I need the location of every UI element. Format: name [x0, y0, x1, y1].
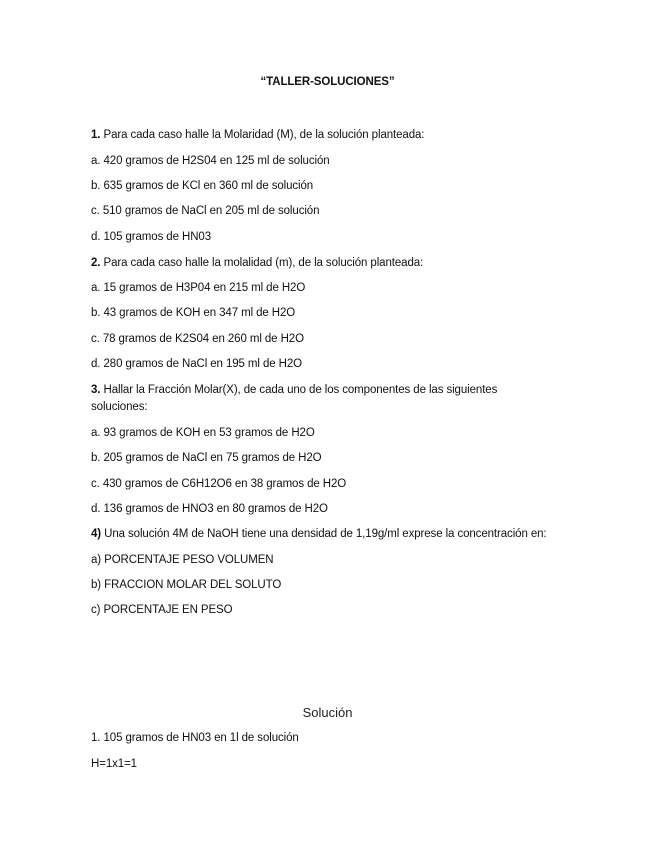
question-4-text: Una solución 4M de NaOH tiene una densidad de 1,19g/ml exprese la concentración en:: [101, 528, 547, 540]
solution-heading: Solución: [302, 705, 353, 720]
question-1-prompt: [91, 128, 424, 142]
question-1-text: Para cada caso halle la Molaridad (M), de la solución planteada:: [100, 129, 425, 141]
question-2-item-d: d. 280 gramos de NaCl en 195 ml de H2O: [91, 358, 302, 370]
question-1-item-a: a. 420 gramos de H2S04 en 125 ml de solución: [91, 155, 330, 167]
question-3-text: Hallar la Fracción Molar(X), de cada uno de los componentes de las siguientes soluciones:: [91, 384, 498, 413]
question-2-text: Para cada caso halle la molalidad (m), de la solución planteada:: [100, 257, 424, 269]
solution-line-1: 1. 105 gramos de HN03 en 1l de solución: [91, 732, 299, 744]
question-2-prompt: [91, 256, 423, 270]
question-2-item-a: a. 15 gramos de H3P04 en 215 ml de H2O: [91, 282, 306, 294]
question-1-item-b: b. 635 gramos de KCl en 360 ml de solución: [91, 180, 314, 192]
question-3-prompt: [91, 382, 521, 416]
question-4-item-b: b) FRACCION MOLAR DEL SOLUTO: [91, 579, 282, 591]
question-1-item-d: d. 105 gramos de HN03: [91, 231, 211, 243]
question-2-number: 2.: [91, 257, 101, 269]
question-1-item-c: c. 510 gramos de NaCl en 205 ml de solución: [91, 205, 320, 217]
question-4-prompt: [91, 527, 547, 541]
question-2-item-b: b. 43 gramos de KOH en 347 ml de H2O: [91, 307, 296, 319]
question-1-number: 1.: [91, 129, 101, 141]
question-3-item-c: c. 430 gramos de C6H12O6 en 38 gramos de H2O: [91, 478, 347, 490]
document-title: “TALLER-SOLUCIONES”: [260, 76, 395, 88]
solution-line-2: H=1x1=1: [91, 758, 137, 770]
question-2-item-c: c. 78 gramos de K2S04 en 260 ml de H2O: [91, 333, 304, 345]
question-3-number: 3.: [91, 384, 101, 396]
question-4-item-c: c) PORCENTAJE EN PESO: [91, 604, 233, 616]
question-3-item-d: d. 136 gramos de HNO3 en 80 gramos de H2O: [91, 503, 328, 515]
question-3-item-a: a. 93 gramos de KOH en 53 gramos de H2O: [91, 427, 315, 439]
question-4-item-a: a) PORCENTAJE PESO VOLUMEN: [91, 554, 274, 566]
question-4-number: 4): [91, 528, 102, 540]
question-3-item-b: b. 205 gramos de NaCl en 75 gramos de H2O: [91, 452, 322, 464]
